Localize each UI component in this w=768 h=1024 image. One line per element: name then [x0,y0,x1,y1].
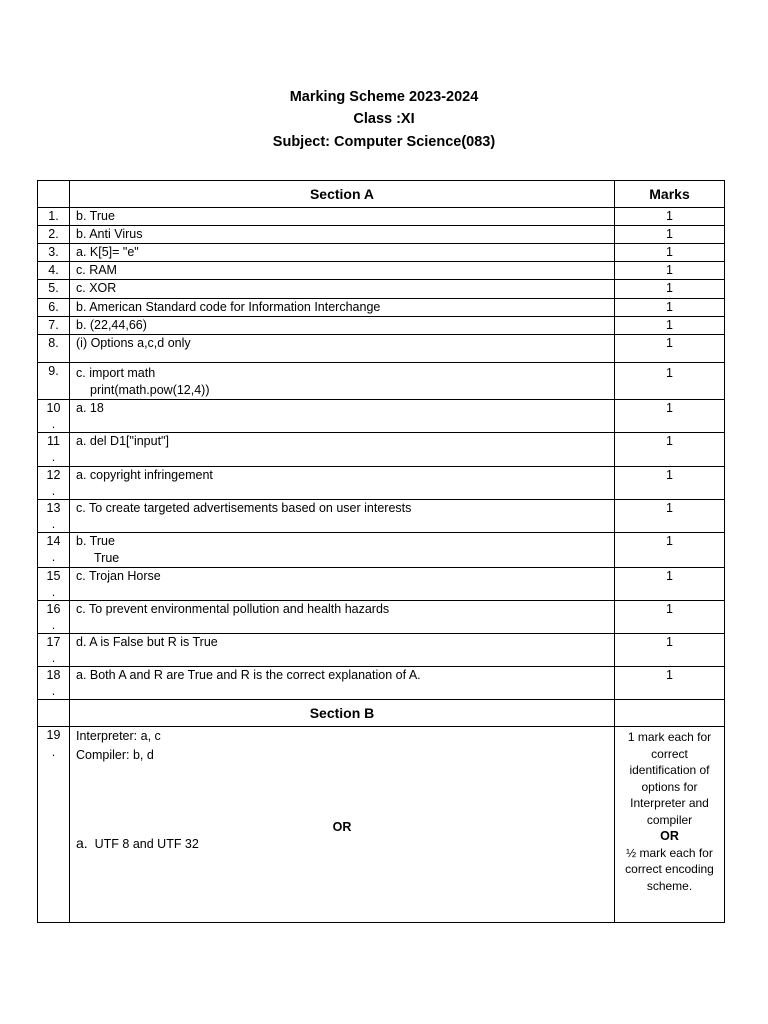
answer-cell [70,433,615,467]
question-number-text: 8. [48,336,59,350]
answer-text: b. True [76,209,115,223]
q19-number-text: 19 [46,728,61,742]
question-number [38,667,70,700]
answer-row [38,568,725,601]
answer-cell [70,568,615,601]
marks-header: Marks [615,181,725,208]
question-number-text: 6. [48,300,59,314]
marks-value: 1 [666,300,673,314]
marks-cell [615,500,725,533]
answer-text: b. American Standard code for Information Interchange [76,300,381,314]
answer-row [38,467,725,500]
answer-text: c. XOR [76,281,117,295]
answer-cell [70,299,615,317]
question-number [38,533,70,568]
question-number [38,568,70,601]
answer-row [38,433,725,467]
answer-text: b. True [76,534,115,548]
question-number [38,226,70,244]
answer-cell [70,400,615,433]
question-number-text: 3. [48,245,59,259]
question-number-text: 18 [46,668,61,682]
answer-row [38,317,725,335]
question-number [38,244,70,262]
page-title: Marking Scheme 2023-2024 [289,89,479,105]
marks-cell [615,533,725,568]
marks-cell [615,634,725,667]
question-number [38,208,70,226]
answer-cell [70,601,615,634]
marks-cell [615,467,725,500]
section-b-marks-cell [615,700,725,727]
marks-value: 1 [666,434,673,448]
marks-cell [615,262,725,280]
answer-text: b. Anti Virus [76,227,143,241]
marks-value: 1 [666,602,673,616]
section-b-title: Section B [70,700,615,727]
question-number [38,500,70,533]
marks-cell [615,244,725,262]
answer-row [38,400,725,433]
section-b-header-row [38,700,725,727]
marks-value: 1 [666,281,673,295]
answer-row [38,208,725,226]
section-b-num-cell [38,700,70,727]
answer-row [38,262,725,280]
question-number-text: 12 [46,468,61,482]
question-number-text: 4. [48,263,59,277]
marks-value: 1 [666,336,673,350]
marks-value: 1 [666,401,673,415]
question-number [38,363,70,400]
question-number-text: 16 [46,602,61,616]
marks-value: 1 [666,366,673,380]
answer-row [38,601,725,634]
q19-alt-text: UTF 8 and UTF 32 [94,837,199,851]
marks-cell [615,568,725,601]
marks-value: 1 [666,263,673,277]
question-number [38,262,70,280]
answer-text: (i) Options a,c,d only [76,336,191,350]
question-number-text: 5. [48,281,59,295]
answer-text: a. copyright infringement [76,468,213,482]
answer-row [38,533,725,568]
question-number [38,280,70,299]
q19-number [38,727,70,923]
marks-cell [615,335,725,363]
question-number [38,400,70,433]
answer-cell [70,533,615,568]
marks-cell [615,433,725,467]
answer-text-line2: print(math.pow(12,4)) [90,383,210,397]
q19-number-dot: . [51,745,56,759]
answer-cell [70,634,615,667]
answer-cell [70,226,615,244]
marks-value: 1 [666,534,673,548]
answer-cell [70,262,615,280]
question-number-text: 15 [46,569,61,583]
answer-row [38,363,725,400]
q19-or: OR [332,820,352,834]
question-number-text: 11 [47,434,60,448]
question-number-dot: . [51,618,56,632]
question-19-row [38,727,725,923]
q19-marks-or: OR [660,829,679,843]
answer-cell [70,363,615,400]
question-number-text: 17 [46,635,61,649]
question-number-text: 1. [48,209,59,223]
question-number-text: 7. [48,318,59,332]
section-a-header-row [38,181,725,208]
marks-cell [615,601,725,634]
q19-marks-part2: ½ mark each for correct encoding scheme. [625,845,714,893]
marks-value: 1 [666,318,673,332]
answer-cell [70,208,615,226]
marks-value: 1 [666,468,673,482]
answer-cell [70,667,615,700]
section-a-num-cell [38,181,70,208]
q19-marks-part1: 1 mark each for correct identification of options for Interpreter and compiler [627,730,712,827]
question-number-dot: . [51,417,56,431]
answer-row [38,335,725,363]
answer-cell [70,317,615,335]
q19-interpreter-line: Interpreter: a, c [76,729,161,743]
q19-compiler-line: Compiler: b, d [76,748,154,762]
question-number [38,634,70,667]
answer-row [38,500,725,533]
marks-cell [615,208,725,226]
marks-cell [615,226,725,244]
question-number [38,317,70,335]
question-number-dot: . [51,550,56,564]
marks-cell [615,299,725,317]
answer-text: c. To prevent environmental pollution and health hazards [76,602,390,616]
marks-cell [615,400,725,433]
question-number [38,335,70,363]
question-number [38,299,70,317]
answer-cell [70,280,615,299]
question-number-dot: . [51,450,56,464]
answer-text: a. Both A and R are True and R is the correct explanation of A. [76,668,421,682]
answer-row [38,667,725,700]
question-number [38,601,70,634]
answer-row [38,226,725,244]
question-number-dot: . [51,585,56,599]
answer-row [38,299,725,317]
answer-text: c. To create targeted advertisements based on user interests [76,501,412,515]
question-number-text: 10 [46,401,61,415]
question-number [38,467,70,500]
marks-cell [615,363,725,400]
marking-scheme-table [37,180,725,923]
question-number-dot: . [51,517,56,531]
class-line: Class :XI [353,111,415,127]
answer-text: a. 18 [76,401,104,415]
marks-value: 1 [666,227,673,241]
question-number [38,433,70,467]
question-number-text: 9. [48,364,59,378]
question-number-text: 2. [48,227,59,241]
answer-text: b. (22,44,66) [76,318,147,332]
q19-marks [615,727,725,923]
answer-cell [70,244,615,262]
section-a-title: Section A [70,181,615,208]
marks-value: 1 [666,668,673,682]
subject-line: Subject: Computer Science(083) [272,134,496,150]
marks-value: 1 [666,501,673,515]
answer-text: a. del D1["input"] [76,434,169,448]
marks-value: 1 [666,209,673,223]
marks-value: 1 [666,569,673,583]
question-number-dot: . [51,651,56,665]
q19-alt-answer [76,835,199,853]
marks-value: 1 [666,635,673,649]
answer-text: a. K[5]= "e" [76,245,139,259]
question-number-text: 13 [46,501,61,515]
answer-text: c. Trojan Horse [76,569,161,583]
q19-answer [70,727,615,923]
answer-text: c. RAM [76,263,117,277]
answer-text: c. import math [76,366,156,380]
question-number-text: 14 [46,534,61,548]
marks-cell [615,280,725,299]
marks-cell [615,667,725,700]
answer-row [38,280,725,299]
answer-text-line2: True [94,551,120,565]
answer-cell [70,500,615,533]
answer-cell [70,467,615,500]
answer-row [38,244,725,262]
marks-cell [615,317,725,335]
marks-value: 1 [666,245,673,259]
question-number-dot: . [51,484,56,498]
answer-cell [70,335,615,363]
answer-text: d. A is False but R is True [76,635,218,649]
q19-alt-letter: a. [76,835,88,851]
answer-row [38,634,725,667]
question-number-dot: . [51,684,56,698]
